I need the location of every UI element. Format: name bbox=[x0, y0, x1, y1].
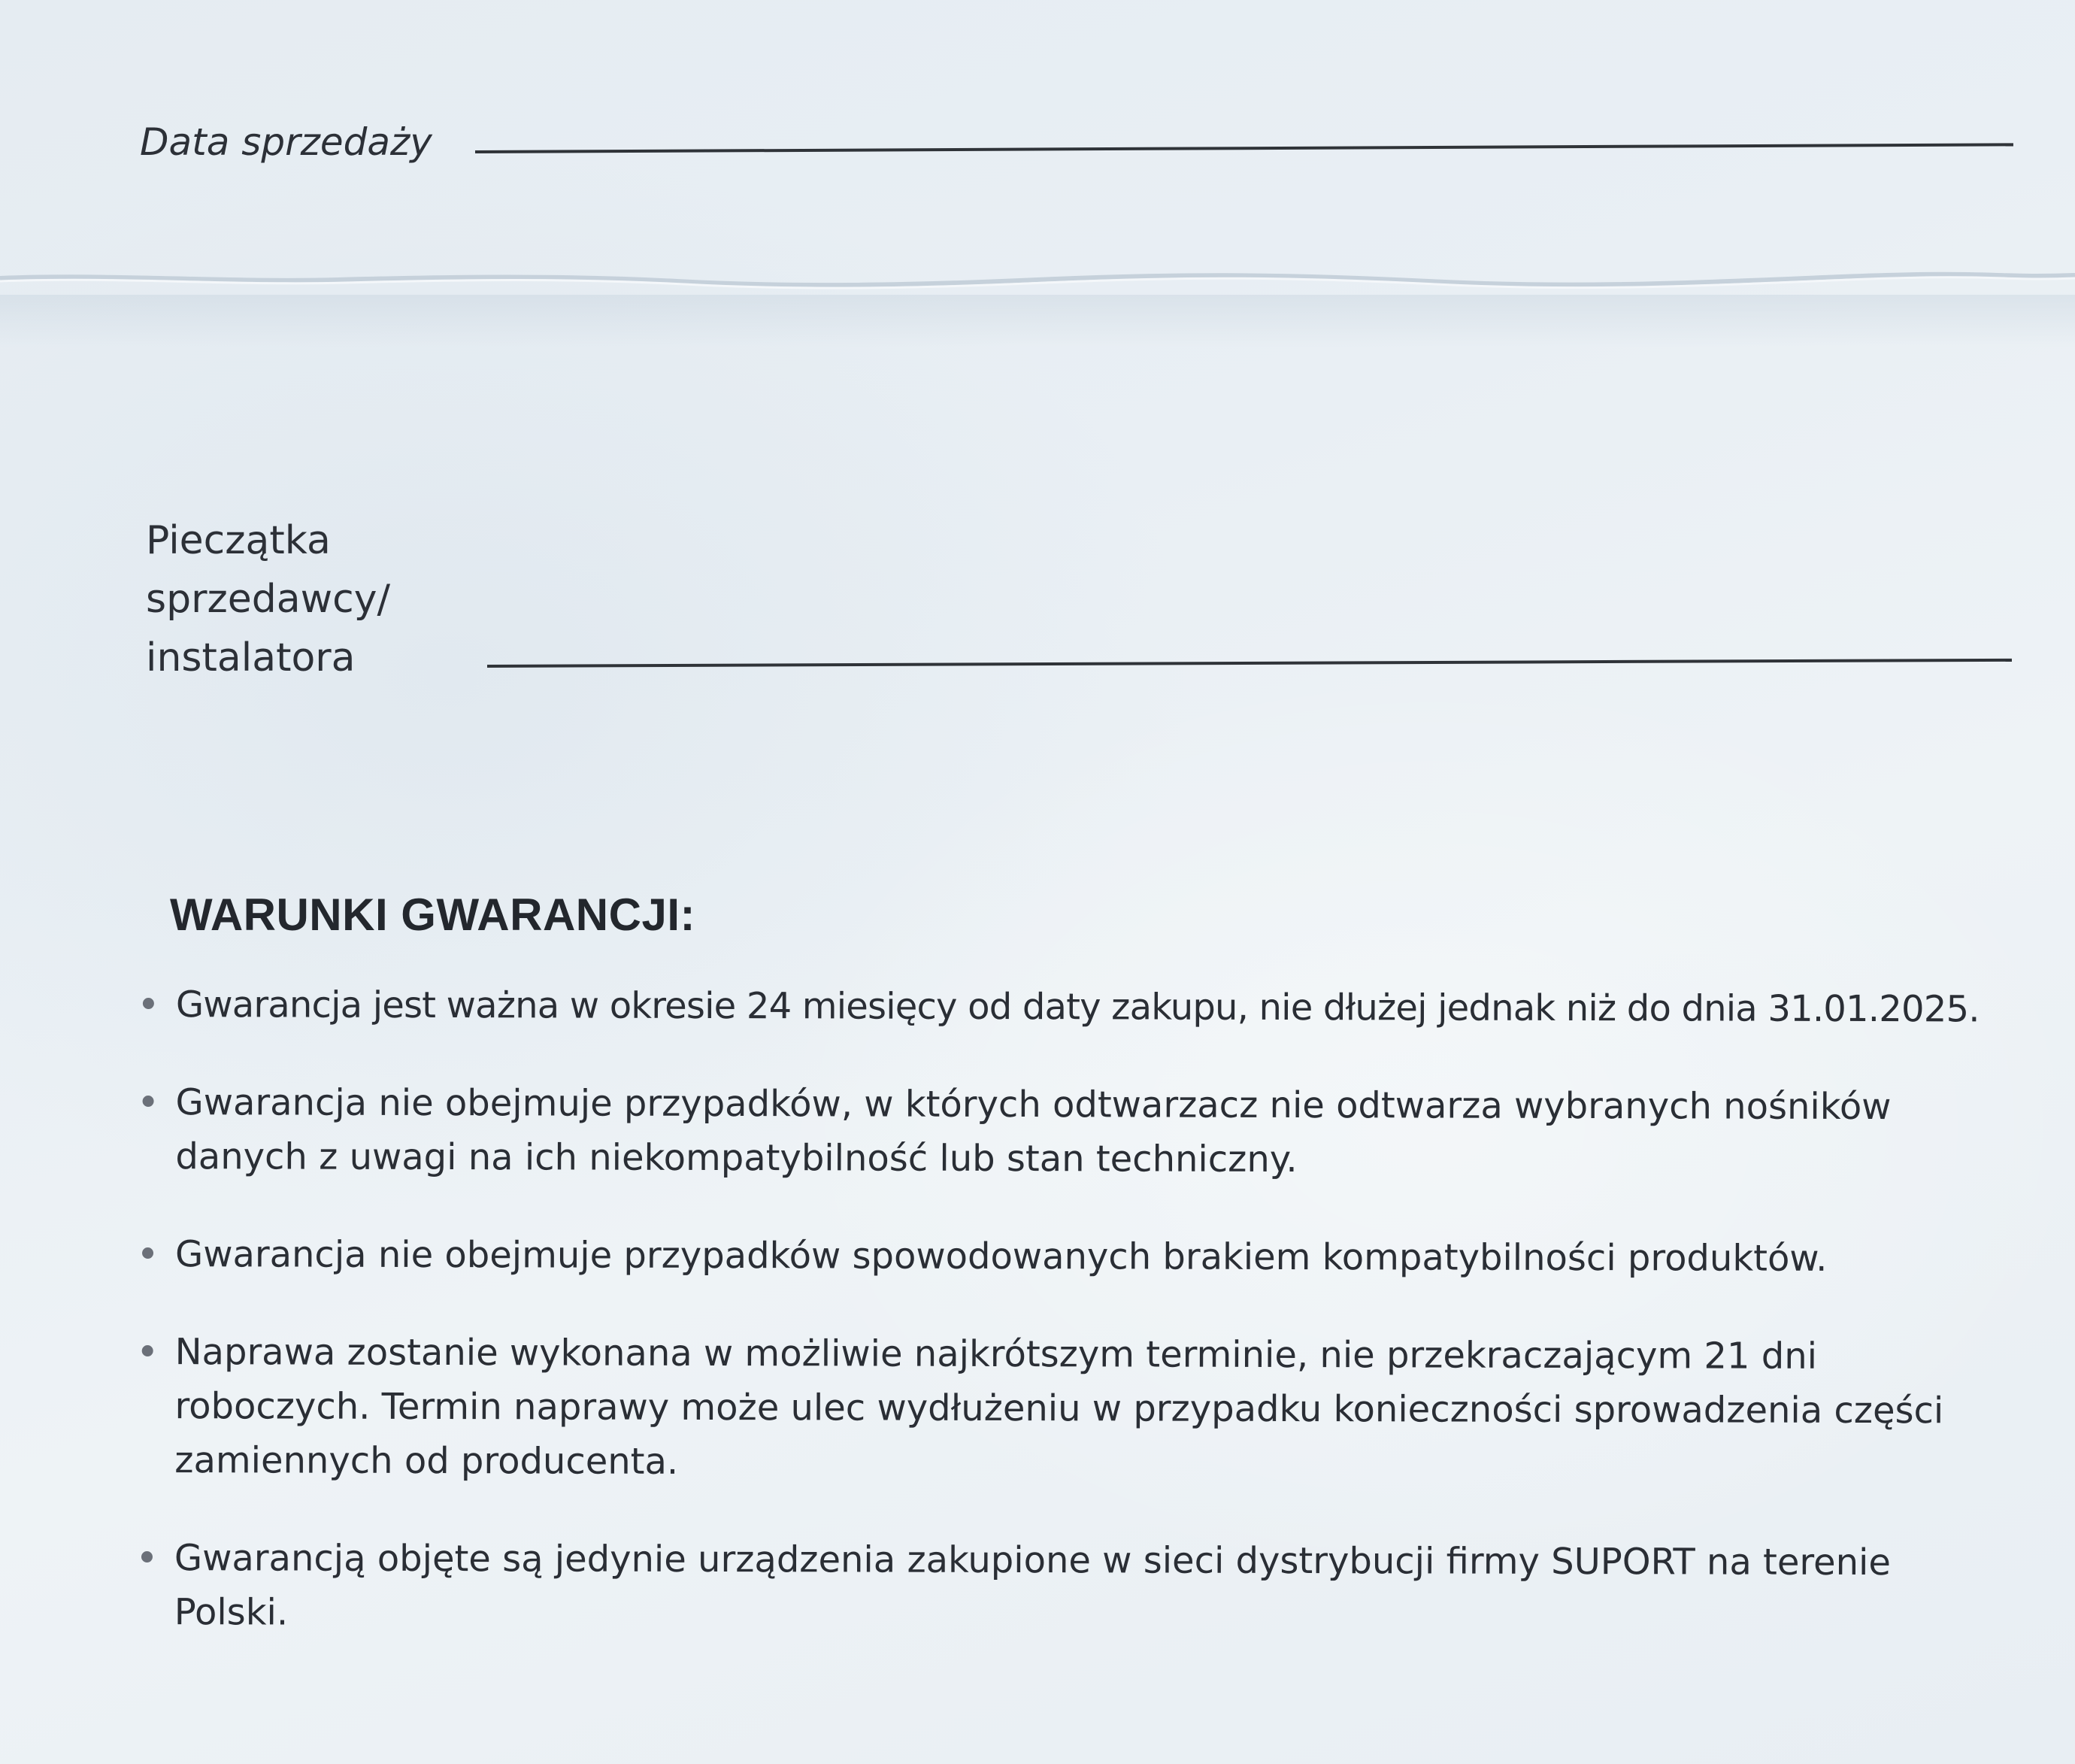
warranty-heading: WARUNKI GWARANCJI: bbox=[170, 890, 695, 940]
warranty-term bbox=[143, 977, 2000, 1036]
warranty-term bbox=[141, 1531, 1998, 1644]
paper-fold-crease bbox=[0, 265, 2075, 295]
warranty-term-text: Gwarancją objęte są jedynie urządzenia zakupione w sieci dystrybucji firmy SUPORT na terenie Polski. bbox=[174, 1537, 1891, 1634]
warranty-term-text: Naprawa zostanie wykonana w możliwie najkrótszym terminie, nie przekraczającym 21 dni roboczych. Termin naprawy może ulec wydłużeniu w przypadku konieczności sprowadzenia części zamiennych od producenta. bbox=[174, 1331, 1944, 1483]
bullet-icon bbox=[142, 1345, 153, 1356]
seller-stamp-line bbox=[487, 659, 2012, 668]
warranty-term bbox=[142, 1227, 1999, 1286]
bullet-icon bbox=[142, 1247, 153, 1259]
warranty-term-text: Gwarancja nie obejmuje przypadków, w których odtwarzacz nie odtwarza wybranych nośników danych z uwagi na ich niekompatybilność lub stan techniczny. bbox=[175, 1081, 1892, 1181]
sale-date-line bbox=[475, 143, 2013, 153]
sale-date-label: Data sprzedaży bbox=[140, 120, 432, 164]
warranty-term bbox=[142, 1075, 1999, 1188]
warranty-term-text: Gwarancja nie obejmuje przypadków spowodowanych brakiem kompatybilności produktów. bbox=[174, 1233, 1828, 1280]
bullet-icon bbox=[143, 998, 154, 1009]
warranty-terms-list bbox=[141, 977, 2000, 1644]
fold-shadow bbox=[0, 295, 2075, 347]
warranty-term bbox=[141, 1325, 1999, 1492]
warranty-term-text: Gwarancja jest ważna w okresie 24 miesięcy od daty zakupu, nie dłużej jednak niż do dnia 31.01.2025. bbox=[175, 984, 1980, 1031]
seller-stamp-label: Pieczątka sprzedawcy/ instalatora bbox=[146, 518, 391, 680]
bullet-icon bbox=[143, 1096, 154, 1107]
bullet-icon bbox=[141, 1551, 153, 1562]
